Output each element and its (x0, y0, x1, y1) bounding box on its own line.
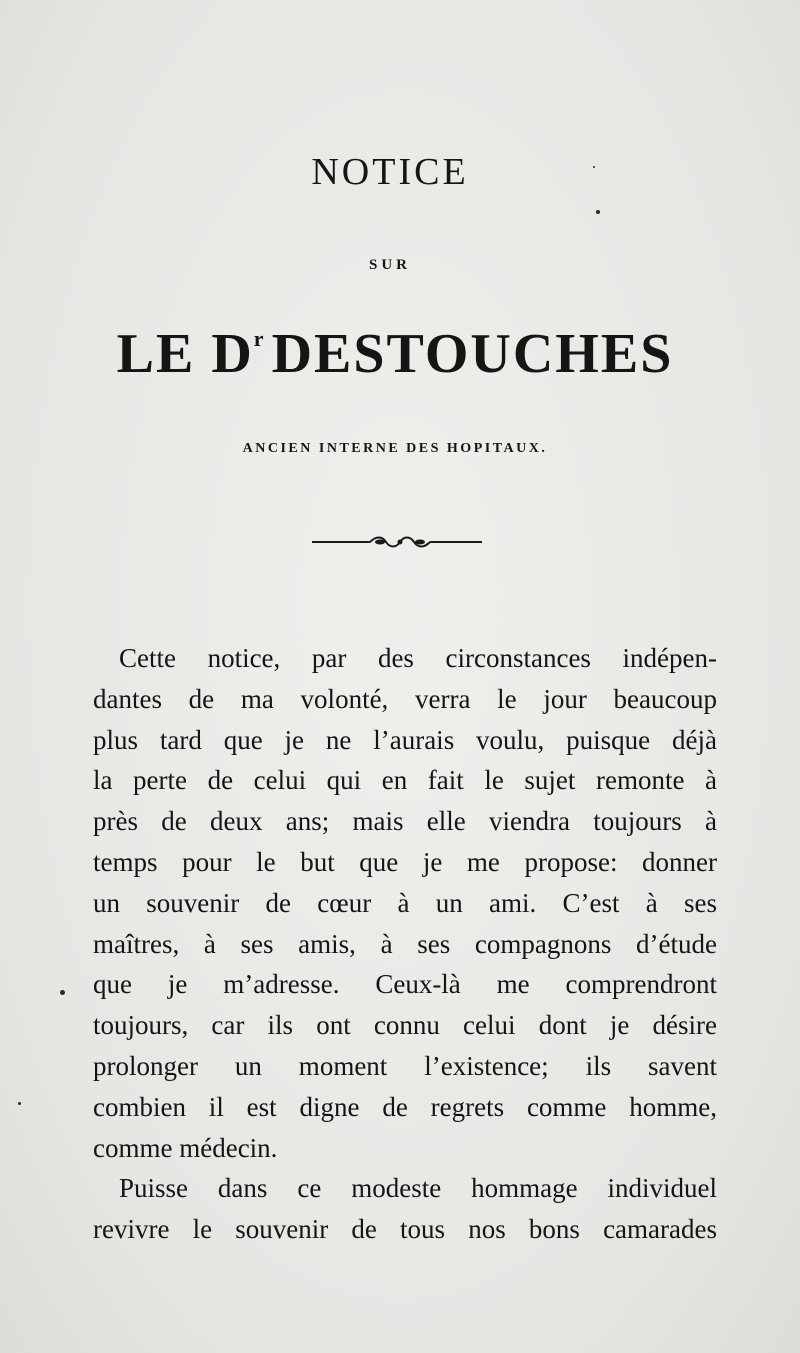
text-line: comme médecin. (93, 1132, 278, 1163)
ink-speck (60, 990, 65, 995)
ink-speck (18, 1102, 21, 1105)
text-line: que je m’adresse. Ceux-là me comprendront (93, 969, 717, 1000)
text-line: la perte de celui qui en fait le sujet remonte à (93, 765, 717, 796)
heading-subtitle: ANCIEN INTERNE DES HOPITAUX. (242, 441, 548, 456)
body-text (93, 638, 717, 1250)
text-line: Cette notice, par des circonstances indépen- (119, 643, 717, 673)
text-line: maîtres, à ses amis, à ses compagnons d’étude (93, 928, 717, 959)
heading-sur: SUR (368, 257, 411, 273)
text-line: combien il est digne de regrets comme homme, (93, 1091, 717, 1122)
text-line: temps pour le but que je me propose: donner (93, 846, 717, 877)
text-line: prolonger un moment l’existence; ils savent (93, 1050, 717, 1081)
text-line: dantes de ma volonté, verra le jour beaucoup (93, 683, 717, 714)
text-line: revivre le souvenir de tous nos bons camarades (93, 1214, 717, 1245)
text-line: Puisse dans ce modeste hommage individuel (119, 1173, 717, 1204)
heading-name-rest: DESTOUCHES (271, 323, 674, 385)
heading-notice: NOTICE (311, 151, 469, 193)
ink-speck (596, 210, 600, 214)
heading-name (0, 323, 790, 385)
ink-speck (593, 166, 595, 168)
text-line: plus tard que je ne l’aurais voulu, puisque déjà (93, 724, 717, 755)
heading-name-superscript: r (253, 326, 266, 351)
text-line: près de deux ans; mais elle viendra toujours à (93, 806, 717, 837)
paragraph-1 (93, 638, 717, 1168)
scroll-ornament-icon (310, 532, 490, 552)
text-line: un souvenir de cœur à un ami. C’est à ses (93, 887, 717, 918)
text-line: toujours, car ils ont connu celui dont je désire (93, 1010, 717, 1041)
paragraph-2 (93, 1168, 717, 1250)
heading-name-prefix: LE D (116, 323, 254, 385)
